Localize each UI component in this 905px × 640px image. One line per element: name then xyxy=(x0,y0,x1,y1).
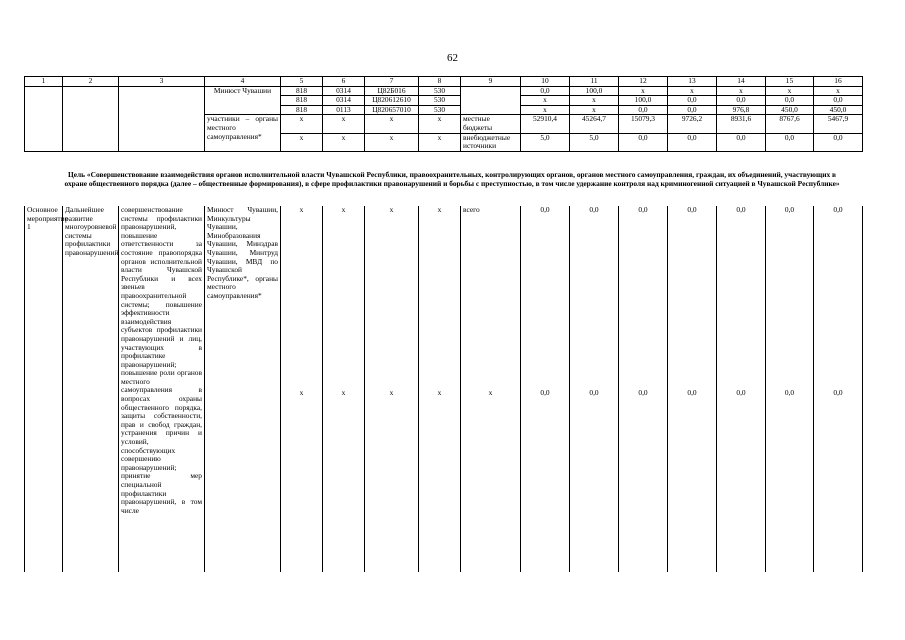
budget-table-main-event xyxy=(24,206,863,572)
table-cell: 5,0 xyxy=(570,133,619,151)
table-cell: 530 xyxy=(419,105,461,115)
funding-source-cell: местные бюджеты xyxy=(461,115,521,133)
col-header: 12 xyxy=(619,77,668,87)
col-header: 11 xyxy=(570,77,619,87)
table-cell: 0,0 xyxy=(570,206,619,389)
table-cell: x xyxy=(419,133,461,151)
executor-cell: Минюст Чувашии xyxy=(205,86,281,115)
table-cell: Ц82Б016 xyxy=(365,86,419,96)
table-cell: x xyxy=(570,105,619,115)
table-cell: 450,0 xyxy=(766,105,814,115)
table-cell: 0314 xyxy=(323,96,365,106)
executor-cell: участники – органы местного самоуправления* xyxy=(205,115,281,151)
table-cell: x xyxy=(419,206,461,389)
table-cell xyxy=(119,86,205,151)
table-cell: 8931,6 xyxy=(717,115,766,133)
table-cell: 5467,9 xyxy=(814,115,863,133)
table-cell: x xyxy=(323,115,365,133)
budget-table-top xyxy=(24,76,863,152)
table-cell: x xyxy=(281,133,323,151)
table-cell: x xyxy=(521,96,570,106)
table-cell: 0,0 xyxy=(814,389,863,572)
table-cell: x xyxy=(521,105,570,115)
col-header: 4 xyxy=(205,77,281,87)
table-cell: x xyxy=(365,206,419,389)
table-cell: 0,0 xyxy=(570,389,619,572)
table-cell: 0,0 xyxy=(717,133,766,151)
funding-source-cell: всего xyxy=(461,206,521,389)
executors-cell: Минюст Чувашии, Минкультуры Чувашии, Минобразования Чувашии, Минздрав Чувашии, Минтруд Чувашии, МВД по Чувашской Республике*, органы местного самоуправления* xyxy=(205,206,281,572)
table-cell: 0,0 xyxy=(521,389,570,572)
table-cell: 52910,4 xyxy=(521,115,570,133)
table-cell: x xyxy=(281,115,323,133)
table-cell: x xyxy=(766,86,814,96)
table-cell: 0,0 xyxy=(717,96,766,106)
table-cell: 0,0 xyxy=(766,389,814,572)
col-header: 1 xyxy=(25,77,63,87)
table-cell: 45264,7 xyxy=(570,115,619,133)
table-cell: Ц820657010 xyxy=(365,105,419,115)
table-cell: 0113 xyxy=(323,105,365,115)
table-cell: x xyxy=(570,96,619,106)
header-row xyxy=(25,77,863,87)
table-cell: 450,0 xyxy=(814,105,863,115)
col-header: 7 xyxy=(365,77,419,87)
table-cell: 0,0 xyxy=(766,96,814,106)
table-cell xyxy=(63,86,119,151)
table-cell xyxy=(461,86,521,115)
col-header: 3 xyxy=(119,77,205,87)
table-cell: 0,0 xyxy=(668,206,717,389)
event-name-cell: Дальнейшее развитие многоуровневой системы профилактики правонарушений xyxy=(63,206,119,572)
col-header: 6 xyxy=(323,77,365,87)
table-cell: x xyxy=(365,133,419,151)
table-cell: x xyxy=(281,389,323,572)
col-header: 9 xyxy=(461,77,521,87)
table-cell: 818 xyxy=(281,105,323,115)
table-cell: x xyxy=(419,115,461,133)
table-cell: 5,0 xyxy=(521,133,570,151)
table-cell: 0,0 xyxy=(668,105,717,115)
table-cell: x xyxy=(619,86,668,96)
table-cell: 0,0 xyxy=(619,133,668,151)
table-cell: 0,0 xyxy=(668,133,717,151)
col-header: 13 xyxy=(668,77,717,87)
table-cell: 9726,2 xyxy=(668,115,717,133)
col-header: 8 xyxy=(419,77,461,87)
table-cell xyxy=(25,86,63,151)
table-cell: x xyxy=(717,86,766,96)
funding-source-cell: внебюджетные источники xyxy=(461,133,521,151)
table-cell: x xyxy=(281,206,323,389)
table-cell: 530 xyxy=(419,86,461,96)
table-cell: 0,0 xyxy=(619,206,668,389)
table-cell: 0,0 xyxy=(521,206,570,389)
table-row xyxy=(25,206,863,389)
table-cell: 818 xyxy=(281,96,323,106)
table-cell: 0314 xyxy=(323,86,365,96)
col-header: 15 xyxy=(766,77,814,87)
table-cell: 0,0 xyxy=(619,105,668,115)
table-cell: 976,8 xyxy=(717,105,766,115)
col-header: 14 xyxy=(717,77,766,87)
table-cell: x xyxy=(323,133,365,151)
table-cell: 100,0 xyxy=(570,86,619,96)
table-cell: 818 xyxy=(281,86,323,96)
table-cell: 100,0 xyxy=(619,96,668,106)
table-cell: 0,0 xyxy=(814,133,863,151)
table-cell: x xyxy=(814,86,863,96)
col-header: 16 xyxy=(814,77,863,87)
table-cell: 530 xyxy=(419,96,461,106)
table-cell: 0,0 xyxy=(717,206,766,389)
table-cell: Ц820612610 xyxy=(365,96,419,106)
table-cell: x xyxy=(323,389,365,572)
col-header: 5 xyxy=(281,77,323,87)
table-cell: 0,0 xyxy=(766,206,814,389)
table-cell: x xyxy=(323,206,365,389)
table-cell: x xyxy=(668,86,717,96)
tasks-cell: совершенствование системы профилактики правонарушений, повышение ответственности за состояние правопорядка органов исполнительной власти Чувашской Республики и всех звеньев правоохранительной системы; повышение эффективности взаимодействия субъектов профилактики правонарушений и лиц, участвующих в профилактике правонарушений; повышение роли органов местного самоуправления в вопросах охраны общественного порядка, защиты собственности, прав и свобод граждан, устранения причин и условий, способствующих совершению правонарушений; принятие мер специальной профилактики правонарушений, в том числе xyxy=(119,206,205,572)
table-cell: x xyxy=(365,115,419,133)
status-cell: Основное мероприятие 1 xyxy=(25,206,63,572)
table-cell: 0,0 xyxy=(717,389,766,572)
table-cell: 15079,3 xyxy=(619,115,668,133)
table-cell: 8767,6 xyxy=(766,115,814,133)
table-cell: 0,0 xyxy=(668,389,717,572)
table-cell: x xyxy=(365,389,419,572)
table-cell: 0,0 xyxy=(521,86,570,96)
table-cell: x xyxy=(419,389,461,572)
page-number: 62 xyxy=(447,52,458,64)
table-cell: x xyxy=(461,389,521,572)
col-header: 2 xyxy=(63,77,119,87)
table-cell: 0,0 xyxy=(766,133,814,151)
table-cell: 0,0 xyxy=(814,206,863,389)
col-header: 10 xyxy=(521,77,570,87)
table-cell: 0,0 xyxy=(668,96,717,106)
table-cell: 0,0 xyxy=(814,96,863,106)
table-cell: 0,0 xyxy=(619,389,668,572)
goal-heading: Цель «Совершенствование взаимодействия органов исполнительной власти Чувашской Республики, правоохранительных, контролирующих органов, органов местного самоуправления, граждан, их объединений, участвующих в охране общественного порядка (далее – общественные формирования), в сфере профилактики правонарушений и борьбы с преступностью, в том числе удержание контроля над криминогенной ситуацией в Чувашской Республике» xyxy=(64,170,840,189)
